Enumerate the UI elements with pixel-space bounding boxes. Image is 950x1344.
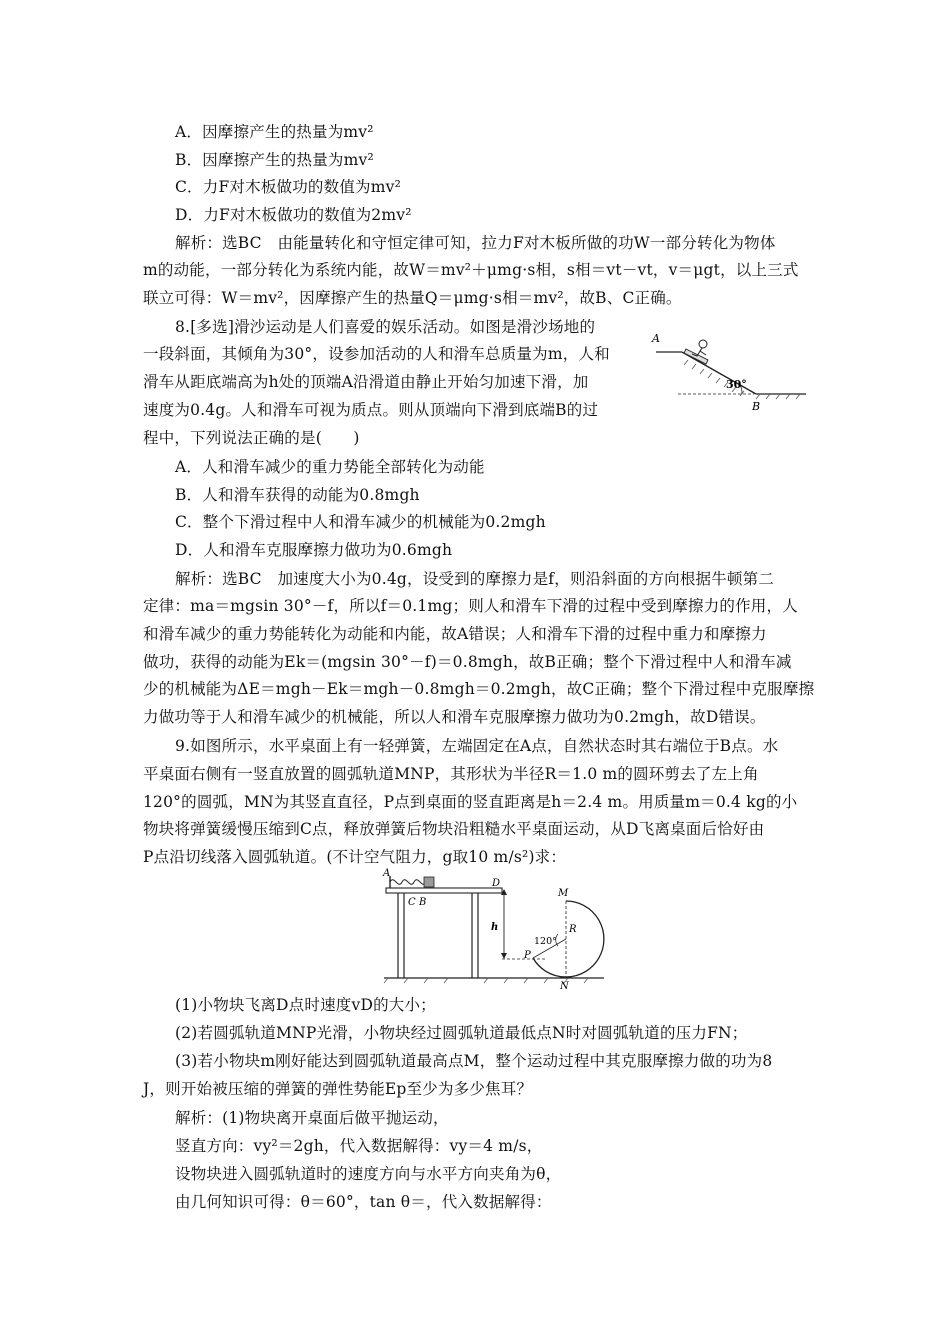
label-c: C xyxy=(408,897,416,908)
q9-stem-line: 120°的圆弧，MN为其竖直直径，P点到桌面的竖直距离是h＝2.4 m。用质量m＝0.4 kg的小 xyxy=(143,793,798,811)
q9-subquestion-3-cont: J，则开始被压缩的弹簧的弹性势能Ep至少为多少焦耳？ xyxy=(143,1080,533,1098)
slope-label-b: B xyxy=(752,400,761,413)
q8-stem-line: 程中，下列说法正确的是( ) xyxy=(143,429,360,447)
q7-option-a: A．因摩擦产生的热量为mv² xyxy=(175,123,374,141)
q8-stem-line: 一段斜面，其倾角为30°，设参加活动的人和滑车总质量为m，人和 xyxy=(143,345,610,363)
spring-icon xyxy=(390,880,426,885)
q9-solution-line: 由几何知识可得：θ＝60°，tan θ＝，代入数据解得： xyxy=(175,1193,552,1211)
q9-subquestion-2: (2)若圆弧轨道MNP光滑，小物块经过圆弧轨道最低点N时对圆弧轨道的压力FN； xyxy=(175,1024,748,1042)
label-b: B xyxy=(419,897,427,908)
q8-option-c: C．整个下滑过程中人和滑车减少的机械能为0.2mgh xyxy=(175,513,546,531)
q8-stem-line: 滑车从距底端高为h处的顶端A沿滑道由静止开始匀加速下滑，加 xyxy=(143,373,589,391)
q9-stem-line: 平桌面右侧有一竖直放置的圆弧轨道MNP，其形状为半径R＝1.0 m的圆环剪去了左上角 xyxy=(143,765,759,783)
q7-option-d: D．力F对木板做功的数值为2mv² xyxy=(175,206,412,224)
q8-solution-line: 力做功等于人和滑车减少的机械能，所以人和滑车克服摩擦力做功为0.2mgh，故D错误。 xyxy=(143,708,766,726)
label-m: M xyxy=(558,888,569,899)
track-figure xyxy=(378,868,608,990)
q9-solution-line: 解析：(1)物块离开桌面后做平抛运动， xyxy=(175,1109,449,1127)
q9-solution-line: 竖直方向：vy²＝2gh，代入数据解得：vy＝4 m/s， xyxy=(175,1137,543,1155)
q8-solution-line: 解析：选BC 加速度大小为0.4g，设受到的摩擦力是f，则沿斜面的方向根据牛顿第二 xyxy=(175,570,775,588)
label-r: R xyxy=(569,924,577,935)
q8-solution-line: 少的机械能为ΔE＝mgh－Ek＝mgh－0.8mgh＝0.2mgh，故C正确；整个下滑过程中克服摩擦 xyxy=(143,680,815,698)
q8-solution-line: 和滑车减少的重力势能转化为动能和内能，故A错误；人和滑车下滑的过程中重力和摩擦力 xyxy=(143,625,767,643)
q9-stem-line: 物块将弹簧缓慢压缩到C点，释放弹簧后物块沿粗糙水平桌面运动，从D飞离桌面后恰好由 xyxy=(143,820,765,838)
slope-figure xyxy=(648,322,808,414)
label-d: D xyxy=(492,878,501,889)
q8-solution-line: 做功，获得的动能为Ek＝(mgsin 30°－f)＝0.8mgh，故B正确；整个下滑过程中人和滑车减 xyxy=(143,653,792,671)
label-a: A xyxy=(383,868,391,879)
q8-solution-line: 定律：ma＝mgsin 30°－f，所以f＝0.1mg；则人和滑车下滑的过程中受到摩擦力的作用，人 xyxy=(143,597,798,615)
label-n: N xyxy=(560,981,569,990)
label-p: P xyxy=(524,950,531,961)
q9-stem-line: 9.如图所示，水平桌面上有一轻弹簧，左端固定在A点，自然状态时其右端位于B点。水 xyxy=(175,737,779,755)
q9-subquestion-3: (3)若小物块m刚好能达到圆弧轨道最高点M，整个运动过程中其克服摩擦力做的功为8 xyxy=(175,1052,773,1070)
q8-stem-line: 8.[多选]滑沙运动是人们喜爱的娱乐活动。如图是滑沙场地的 xyxy=(175,318,596,336)
slope-label-a: A xyxy=(652,332,660,345)
q9-subquestion-1: (1)小物块飞离D点时速度vD的大小； xyxy=(175,996,436,1014)
slope-angle-label: 30° xyxy=(726,378,747,391)
q8-option-b: B．人和滑车获得的动能为0.8mgh xyxy=(175,486,420,504)
q7-solution-line: m的动能，一部分转化为系统内能，故W＝mv²＋μmg·s相，s相＝vt－vt，v＝μgt，以上三式 xyxy=(143,261,799,279)
q8-option-a: A．人和滑车减少的重力势能全部转化为动能 xyxy=(175,458,485,476)
label-angle: 120° xyxy=(534,936,557,947)
q9-stem-line: P点沿切线落入圆弧轨道。(不计空气阻力，g取10 m/s²)求： xyxy=(143,848,567,866)
q7-solution-line: 解析：选BC 由能量转化和守恒定律可知，拉力F对木板所做的功W一部分转化为物体 xyxy=(175,234,776,252)
q7-solution-line: 联立可得：W＝mv²，因摩擦产生的热量Q＝μmg·s相＝mv²，故B、C正确。 xyxy=(143,289,682,307)
q7-option-b: B．因摩擦产生的热量为mv² xyxy=(175,151,374,169)
q7-option-c: C．力F对木板做功的数值为mv² xyxy=(175,178,401,196)
q9-solution-line: 设物块进入圆弧轨道时的速度方向与水平方向夹角为θ， xyxy=(175,1165,562,1183)
q8-stem-line: 速度为0.4g。人和滑车可视为质点。则从顶端向下滑到底端B的过 xyxy=(143,401,599,419)
label-h: h xyxy=(491,922,499,933)
q8-option-d: D．人和滑车克服摩擦力做功为0.6mgh xyxy=(175,541,453,559)
block-icon xyxy=(424,877,434,887)
